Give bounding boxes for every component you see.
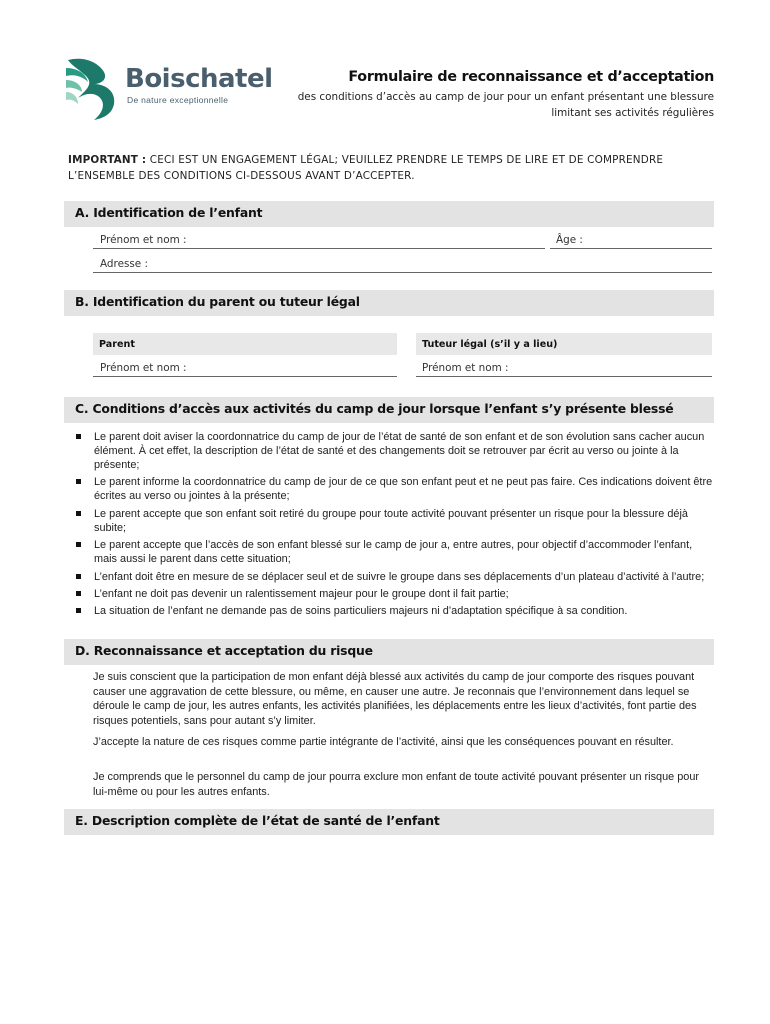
important-notice (68, 152, 708, 184)
child-name-field[interactable] (93, 248, 545, 249)
section-d-header (64, 639, 714, 665)
section-e-title: E. Description complète de l’état de santé de l’enfant (75, 813, 440, 828)
address-label: Adresse : (100, 258, 148, 270)
logo-name: Boischatel (125, 64, 273, 94)
parent-label: Parent (99, 339, 135, 350)
boischatel-logo (64, 54, 273, 124)
form-subtitle: des conditions d’accès au camp de jour pour un enfant présentant une blessure limitant ses activités régulières (297, 91, 714, 119)
condition-item: Le parent doit aviser la coordonnatrice du camp de jour de l’état de santé de son enfant et de son évolution sans cacher aucun élément. À cet effet, la description de l’état de santé et des changements doit se retrouver par écrit au verso ou jointe à la présente; (74, 430, 714, 472)
section-a-header (64, 201, 714, 227)
section-c-header (64, 397, 714, 423)
condition-item: Le parent accepte que l’accès de son enfant blessé sur le camp de jour a, entre autres, pour objectif d’accommoder l’enfant, mais aussi le parent dans cette situation; (74, 538, 714, 566)
parent-subheader (93, 333, 397, 355)
risk-paragraph: Je comprends que le personnel du camp de jour pourra exclure mon enfant de toute activité pouvant présenter un risque pour lui-même ou pour les autres enfants. (93, 771, 700, 798)
logo-tagline: De nature exceptionnelle (127, 95, 229, 105)
child-age-label: Âge : (556, 234, 583, 246)
address-field[interactable] (93, 272, 712, 273)
tutor-name-label: Prénom et nom : (422, 362, 509, 374)
conditions-list (74, 430, 714, 622)
tutor-name-field[interactable] (416, 376, 712, 377)
condition-item: L’enfant doit être en mesure de se déplacer seul et de suivre le groupe dans ses déplacements d’un plateau d’activité à l’autre; (74, 570, 714, 584)
parent-name-field[interactable] (93, 376, 397, 377)
boischatel-logo-icon (64, 54, 122, 120)
condition-item: Le parent accepte que son enfant soit retiré du groupe pour toute activité pouvant présenter un risque pour la blessure déjà subite; (74, 507, 714, 535)
risk-paragraph: J’accepte la nature de ces risques comme partie intégrante de l’activité, ainsi que les conséquences pouvant en résulter. (93, 736, 674, 748)
child-age-field[interactable] (550, 248, 712, 249)
risk-paragraph: Je suis conscient que la participation de mon enfant déjà blessé aux activités du camp de jour comporte des risques pouvant causer une aggravation de cette blessure, ou même, en causer une autre. Je reconnais que l’environnement dans lequel se déroule le camp de jour, les autres enfants, les activités planifiées, les déplacements entre les lieux d’activités, font partie des risques potentiels, sans pour autant s’y limiter. (93, 671, 697, 727)
parent-name-label: Prénom et nom : (100, 362, 187, 374)
condition-item: La situation de l’enfant ne demande pas de soins particuliers majeurs ni d’adaptation spécifique à sa condition. (74, 604, 714, 618)
section-e-header (64, 809, 714, 835)
child-name-label: Prénom et nom : (100, 234, 187, 246)
tutor-subheader (416, 333, 712, 355)
section-a-title: A. Identification de l’enfant (75, 205, 263, 220)
section-d-title: D. Reconnaissance et acceptation du risque (75, 643, 373, 658)
section-b-header (64, 290, 714, 316)
condition-item: Le parent informe la coordonnatrice du camp de jour de ce que son enfant peut et ne peut pas faire. Ces indications doivent être écrites au verso ou jointes à la présente; (74, 475, 714, 503)
tutor-label: Tuteur légal (s’il y a lieu) (422, 339, 558, 350)
important-label: IMPORTANT : (68, 154, 147, 166)
form-title: Formulaire de reconnaissance et d’acceptation (348, 69, 714, 85)
important-text: CECI EST UN ENGAGEMENT LÉGAL; VEUILLEZ PRENDRE LE TEMPS DE LIRE ET DE COMPRENDRE L’ENSEMBLE DES CONDITIONS CI-DESSOUS AVANT D’ACCEPTER. (68, 154, 664, 182)
condition-item: L’enfant ne doit pas devenir un ralentissement majeur pour le groupe dont il fait partie; (74, 587, 714, 601)
section-b-title: B. Identification du parent ou tuteur légal (75, 294, 360, 309)
section-c-title: C. Conditions d’accès aux activités du camp de jour lorsque l’enfant s’y présente blessé (75, 401, 674, 416)
